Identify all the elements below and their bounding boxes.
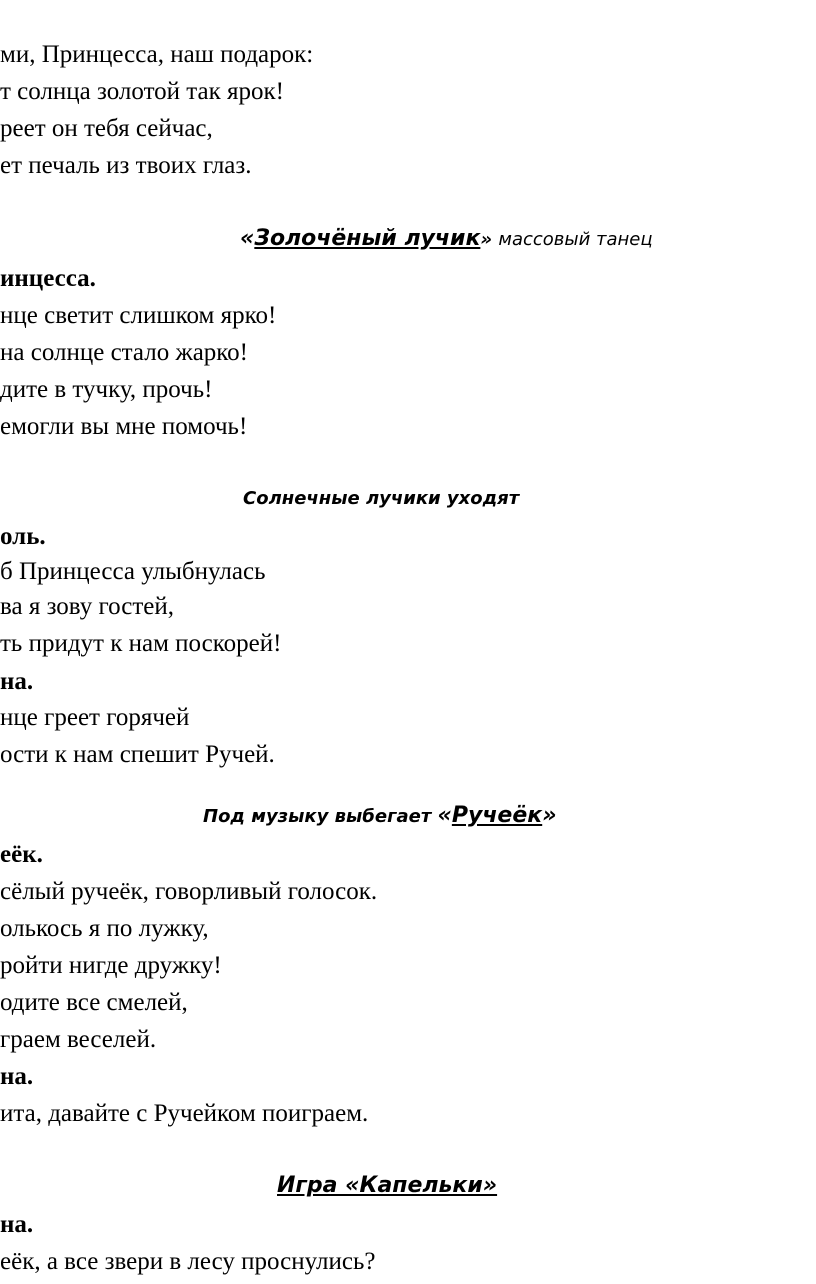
text-line: ройти нигде дружку! <box>0 952 222 979</box>
speaker-name: еёк. <box>0 841 43 868</box>
text-line: на солнце стало жарко! <box>0 339 249 366</box>
text-line: дите в тучку, прочь! <box>0 376 213 403</box>
stage-text: Солнечные лучики уходят <box>243 488 520 509</box>
text-line: олькось я по лужку, <box>0 915 209 942</box>
stage-text: « <box>240 226 255 251</box>
text-line: сёлый ручеёк, говорливый голосок. <box>0 878 378 905</box>
text-line: нце светит слишком ярко! <box>0 302 277 329</box>
text-line: ита, давайте с Ручейком поиграем. <box>0 1100 369 1127</box>
text-line: еёк, а все звери в лесу проснулись? <box>0 1248 376 1275</box>
text-line: ости к нам спешит Ручей. <box>0 741 275 768</box>
text-line: нце греет горячей <box>0 704 190 731</box>
stage-text: Золочёный лучик <box>254 226 481 251</box>
text-line: ет печаль из твоих глаз. <box>0 152 252 179</box>
speaker-name: оль. <box>0 523 46 550</box>
stage-text: Ручеёк <box>451 803 543 828</box>
stage-text: « <box>437 803 452 828</box>
speaker-name: на. <box>0 668 34 695</box>
stage-direction-rays-leave <box>243 486 519 512</box>
text-line: т солнца золотой так ярок! <box>0 78 284 105</box>
speaker-name: на. <box>0 1211 34 1238</box>
stage-direction-game-title <box>277 1173 497 1200</box>
text-line: ми, Принцесса, наш подарок: <box>0 41 314 68</box>
stage-direction-dance <box>240 226 653 253</box>
speaker-name: инцесса. <box>0 265 96 292</box>
text-line: граем веселей. <box>0 1026 157 1053</box>
text-line: реет он тебя сейчас, <box>0 115 213 142</box>
stage-text: Игра «Капельки» <box>277 1173 498 1198</box>
text-line: ть придут к нам поскорей! <box>0 630 282 657</box>
text-line: емогли вы мне помочь! <box>0 413 248 440</box>
text-line: ва я зову гостей, <box>0 593 174 620</box>
text-line: б Принцесса улыбнулась <box>0 558 266 585</box>
stage-text: Под музыку выбегает <box>203 806 438 827</box>
stage-text: » <box>480 229 499 250</box>
stage-text: массовый танец <box>498 229 653 250</box>
stage-direction-stream-enters <box>203 803 557 830</box>
speaker-name: на. <box>0 1063 34 1090</box>
stage-text: » <box>542 803 557 828</box>
text-line: одите все смелей, <box>0 989 188 1016</box>
